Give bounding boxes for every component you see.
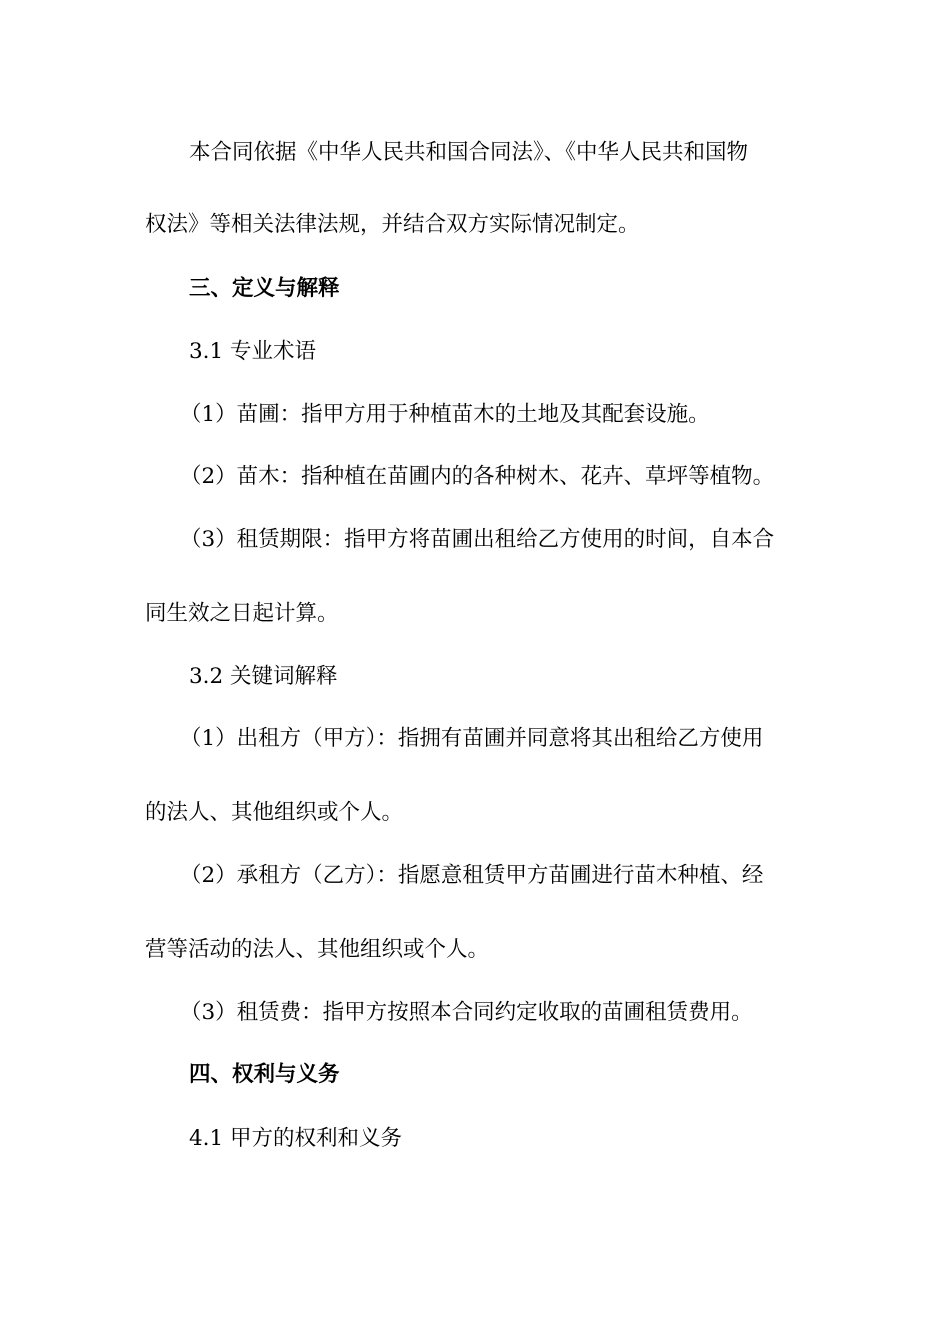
subsection-heading-3-2: 3.2 关键词解释	[189, 664, 338, 689]
subsection-heading-4-1: 4.1 甲方的权利和义务	[189, 1126, 403, 1151]
definition-item-lease-term-cont: 同生效之日起计算。	[145, 601, 339, 626]
definition-item-seedlings: （2）苗木：指种植在苗圃内的各种树木、花卉、草坪等植物。	[180, 464, 775, 489]
keyword-item-rent: （3）租赁费：指甲方按照本合同约定收取的苗圃租赁费用。	[180, 1000, 753, 1025]
keyword-item-lessee: （2）承租方（乙方）：指愿意租赁甲方苗圃进行苗木种植、经	[180, 863, 764, 888]
keyword-item-lessor-cont: 的法人、其他组织或个人。	[145, 800, 404, 825]
keyword-item-lessee-cont: 营等活动的法人、其他组织或个人。	[145, 937, 490, 962]
section-heading-3: 三、定义与解释	[189, 276, 340, 301]
paragraph-line-2: 权法》等相关法律法规，并结合双方实际情况制定。	[145, 212, 640, 237]
keyword-item-lessor: （1）出租方（甲方）：指拥有苗圃并同意将其出租给乙方使用	[180, 726, 764, 751]
definition-item-nursery: （1）苗圃：指甲方用于种植苗木的土地及其配套设施。	[180, 402, 710, 427]
section-heading-4: 四、权利与义务	[189, 1062, 340, 1087]
subsection-heading-3-1: 3.1 专业术语	[189, 339, 317, 364]
definition-item-lease-term: （3）租赁期限：指甲方将苗圃出租给乙方使用的时间，自本合	[180, 527, 775, 552]
paragraph-line-1: 本合同依据《中华人民共和国合同法》、《中华人民共和国物	[189, 140, 749, 165]
